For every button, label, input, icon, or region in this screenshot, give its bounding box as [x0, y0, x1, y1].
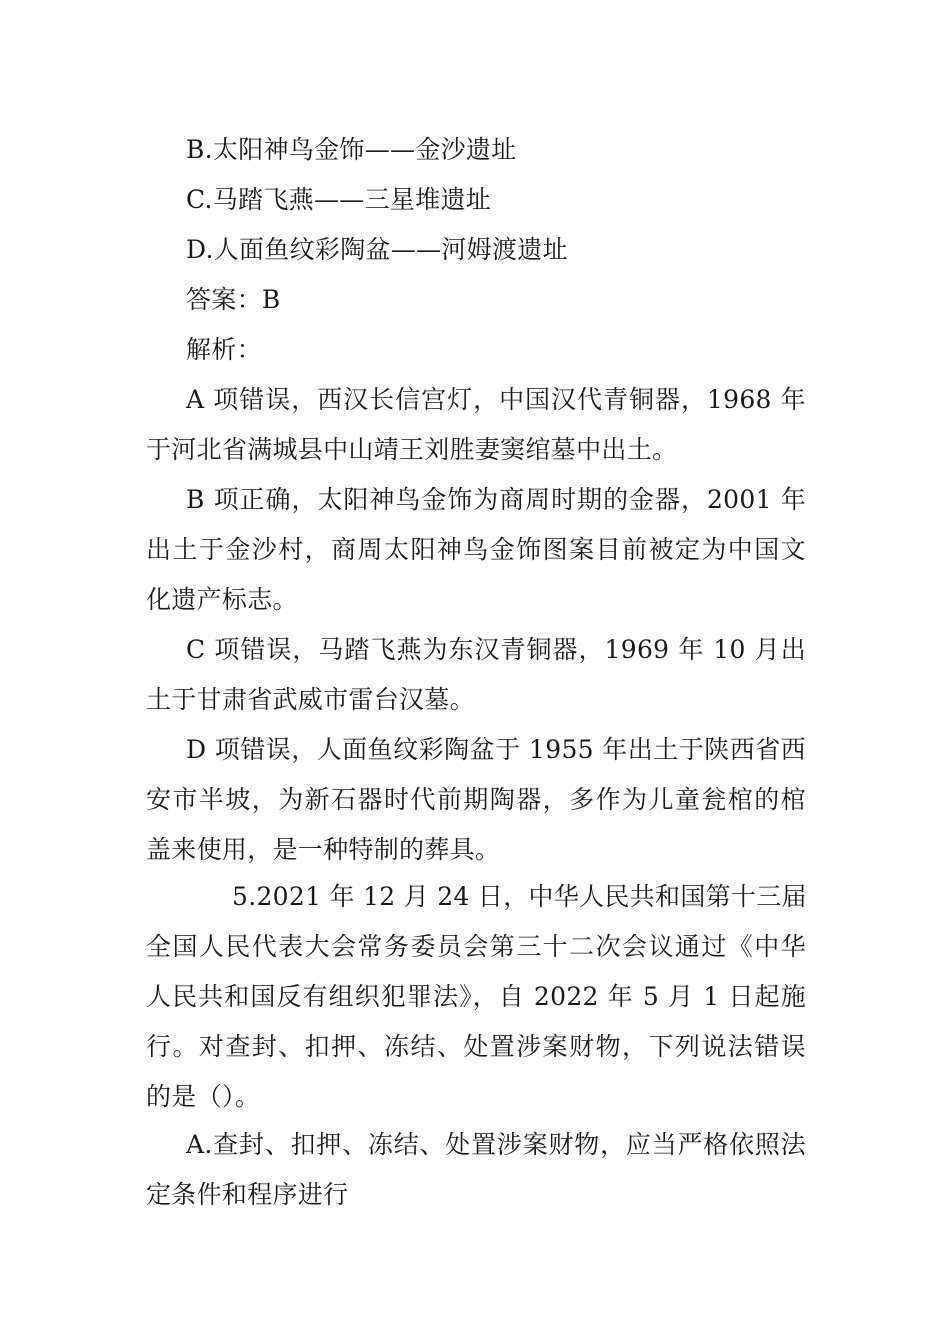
- option-a-line1: A.查封、扣押、冻结、处置涉案财物，应当严格依照法: [186, 1130, 806, 1159]
- analysis-a-line1: A 项错误，西汉长信宫灯，中国汉代青铜器，1968 年: [186, 385, 806, 414]
- question5-line3: 人民共和国反有组织犯罪法》，自 2022 年 5 月 1 日起施: [146, 982, 806, 1011]
- analysis-label: 解析：: [186, 335, 262, 364]
- analysis-b-line1: B 项正确，太阳神鸟金饰为商周时期的金器，2001 年: [186, 485, 806, 514]
- option-b-prev: B.太阳神鸟金饰——金沙遗址: [186, 135, 517, 164]
- analysis-d-line3: 盖来使用，是一种特制的葬具。: [146, 835, 501, 864]
- analysis-b-line3: 化遗产标志。: [146, 585, 298, 614]
- question5-line4: 行。对查封、扣押、冻结、处置涉案财物，下列说法错误: [146, 1032, 806, 1061]
- option-a-line2: 定条件和程序进行: [146, 1180, 349, 1209]
- question5-line5: 的是（）。: [146, 1082, 261, 1111]
- question5-line2: 全国人民代表大会常务委员会第三十二次会议通过《中华: [146, 932, 806, 961]
- analysis-d-line2: 安市半坡，为新石器时代前期陶器，多作为儿童瓮棺的棺: [146, 785, 806, 814]
- analysis-b-line2: 出土于金沙村，商周太阳神鸟金饰图案目前被定为中国文: [146, 535, 806, 564]
- option-d-prev: D.人面鱼纹彩陶盆——河姆渡遗址: [186, 235, 568, 264]
- answer: 答案：B: [186, 285, 281, 314]
- option-c-prev: C.马踏飞燕——三星堆遗址: [186, 185, 492, 214]
- analysis-a-line2: 于河北省满城县中山靖王刘胜妻窦绾墓中出土。: [146, 435, 678, 464]
- analysis-d-line1: D 项错误，人面鱼纹彩陶盆于 1955 年出土于陕西省西: [186, 735, 806, 764]
- question5-line1: 5.2021 年 12 月 24 日，中华人民共和国第十三届: [232, 882, 807, 911]
- analysis-c-line2: 土于甘肃省武威市雷台汉墓。: [146, 685, 475, 714]
- analysis-c-line1: C 项错误，马踏飞燕为东汉青铜器，1969 年 10 月出: [186, 635, 806, 664]
